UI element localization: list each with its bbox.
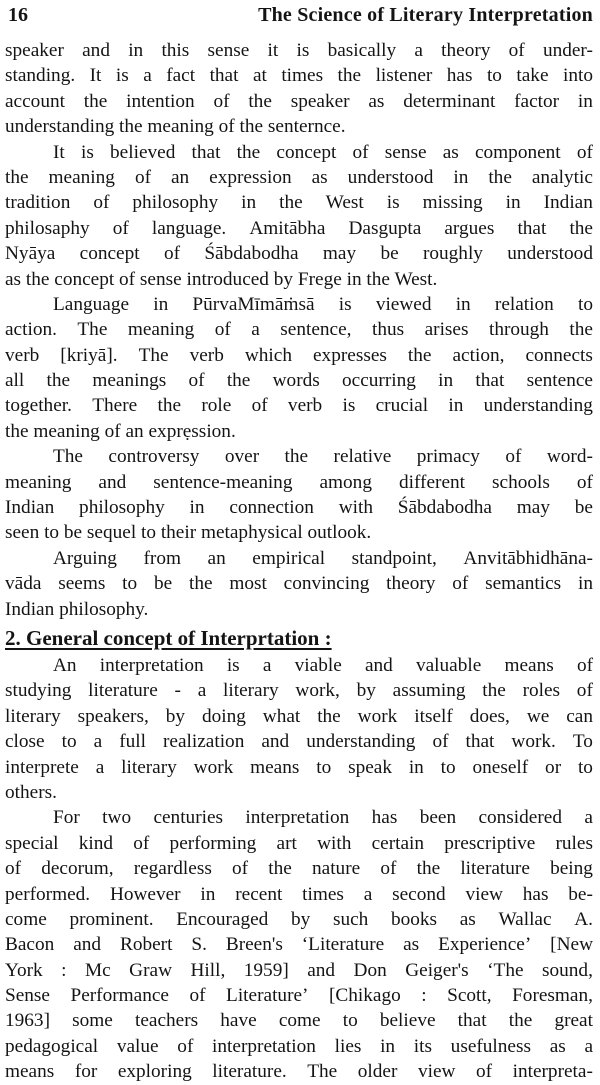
text-line: 1963] some teachers have come to believe that the great	[5, 1010, 593, 1032]
body-text-bottom	[5, 653, 593, 1085]
section-heading	[5, 624, 593, 652]
text-line: all the meanings of the words occurring in that sentence	[5, 370, 593, 392]
text-line: Bacon and Robert S. Breen's ‘Literature as Experience’ [New	[5, 934, 593, 956]
paragraph	[5, 805, 593, 1084]
page-header	[5, 0, 593, 38]
text-line: tradition of philosophy in the West is missing in Indian	[5, 192, 593, 214]
text-line: speaker and in this sense it is basically a theory of under-	[5, 40, 593, 61]
text-line: standing. It is a fact that at times the listener has to take into	[5, 65, 593, 87]
text-line: together. There the role of verb is crucial in understanding	[5, 395, 593, 417]
section-heading-text: 2. General concept of Interprtation :	[5, 625, 332, 650]
paragraph	[5, 38, 593, 140]
text-line: vāda seems to be the most convincing theory of semantics in	[5, 573, 593, 595]
text-line: interprete a literary work means to speak in to oneself or to	[5, 756, 593, 778]
text-line: as the concept of sense introduced by Frege in the West.	[5, 268, 438, 290]
text-line: performed. However in recent times a second view has be-	[5, 883, 593, 905]
text-line: Nyāya concept of Śābdabodha may be roughly understood	[5, 243, 593, 265]
text-line: York : Mc Graw Hill, 1959] and Don Geiger's ‘The sound,	[5, 959, 593, 981]
text-line: studying literature - a literary work, by assuming the roles of	[5, 680, 593, 702]
text-line: philosaphy of language. Amitābha Dasgupta argues that the	[5, 217, 593, 239]
text-line: others.	[5, 781, 57, 803]
text-line: the meaning of an expression as understood in the analytic	[5, 166, 593, 188]
text-line: pedagogical value of interpretation lies in its usefulness as a	[5, 1035, 593, 1057]
text-line: verb [kriyā]. The verb which expresses the action, connects	[5, 344, 593, 366]
text-line: special kind of performing art with certain prescriptive rules	[5, 832, 593, 854]
text-line: Indian philosophy.	[5, 598, 149, 620]
text-line: of decorum, regardless of the nature of the literature being	[5, 858, 593, 880]
text-line: Indian philosophy in connection with Śābdabodha may be	[5, 497, 593, 519]
text-line: The controversy over the relative primacy of word-	[53, 446, 593, 468]
text-line: close to a full realization and understanding of that work. To	[5, 731, 593, 753]
paragraph	[5, 444, 593, 546]
text-line: An interpretation is a viable and valuable means of	[53, 654, 593, 676]
paragraph	[5, 546, 593, 622]
text-line: meaning and sentence-meaning among different schools of	[5, 471, 593, 493]
text-line: Language in PūrvaMīmāṁsā is viewed in relation to	[53, 293, 593, 315]
text-line: For two centuries interpretation has been considered a	[53, 807, 593, 829]
text-line: Arguing from an empirical standpoint, Anvitābhidhāna-	[53, 547, 593, 569]
text-line: understanding the meaning of the senternce.	[5, 116, 346, 138]
text-line: Sense Performance of Literature’ [Chikago : Scott, Foresman,	[5, 985, 593, 1007]
body-text-top	[5, 38, 593, 622]
text-line: It is believed that the concept of sense as component of	[53, 141, 593, 163]
page-number: 16	[8, 4, 28, 26]
text-line: account the intention of the speaker as determinant factor in	[5, 90, 593, 112]
text-line: literary speakers, by doing what the work itself does, we can	[5, 705, 593, 727]
text-line: come prominent. Encouraged by such books as Wallac A.	[5, 908, 593, 930]
text-line: seen to be sequel to their metaphysical outlook.	[5, 522, 372, 544]
text-line: means for exploring literature. The older view of interpreta-	[5, 1061, 593, 1083]
paragraph	[5, 292, 593, 444]
running-title: The Science of Literary Interpretation	[258, 4, 593, 26]
text-line: action. The meaning of a sentence, thus arises through the	[5, 319, 593, 341]
paragraph	[5, 653, 593, 805]
paragraph	[5, 140, 593, 292]
text-line: the meaning of an exprẹssion.	[5, 420, 236, 442]
